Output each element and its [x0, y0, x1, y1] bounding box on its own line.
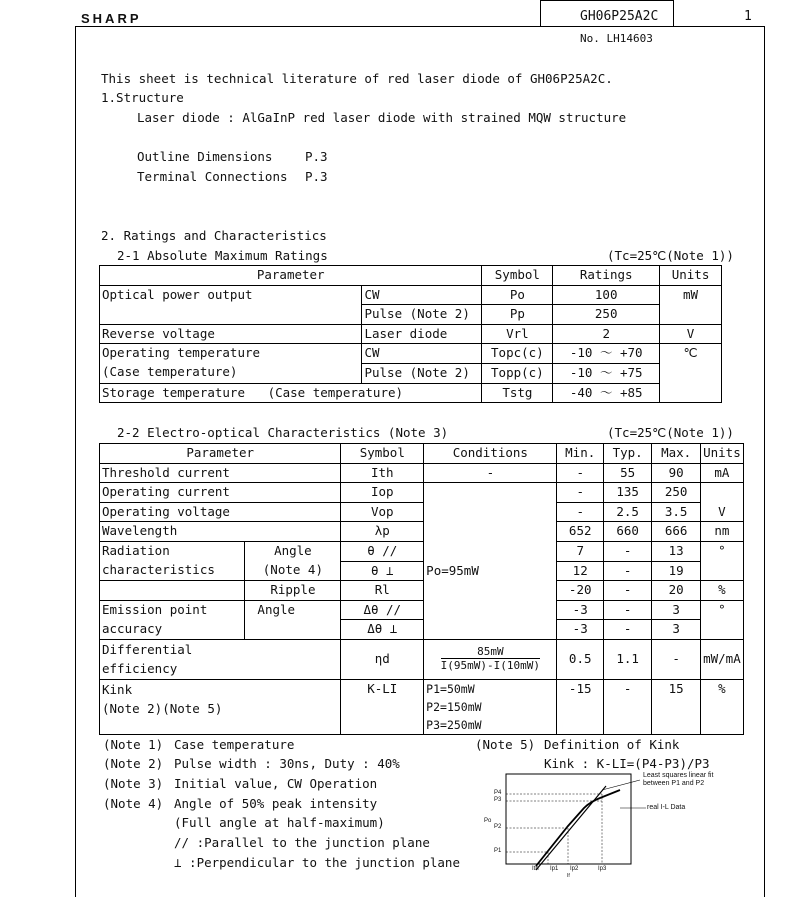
table-row — [100, 522, 744, 542]
min-cell: 12 — [557, 561, 603, 581]
param-cell: accuracy — [100, 620, 245, 640]
param-cell — [100, 679, 341, 734]
unit-cell: ° — [700, 541, 743, 580]
param-sub-cell: (Note 4) — [245, 561, 341, 581]
note-5-label: (Note 5) — [475, 737, 536, 752]
max-cell: 3 — [652, 600, 700, 620]
kink-diagram — [480, 768, 650, 880]
header-divider-2 — [673, 0, 674, 26]
max-cell: 3 — [652, 620, 700, 640]
param-cell: Storage temperature (Case temperature) — [100, 383, 482, 403]
table-row — [100, 463, 744, 483]
table-row — [100, 541, 744, 561]
min-cell: -20 — [557, 581, 603, 601]
kink-formula: Kink : K-LI=(P4-P3)/P3 — [544, 756, 710, 771]
typ-cell: 660 — [603, 522, 651, 542]
sub-cell: Pulse (Note 2) — [362, 363, 482, 383]
abs-max-table — [99, 265, 722, 403]
unit-cell: nm — [700, 522, 743, 542]
x-label-ip3: Ip3 — [598, 866, 607, 872]
table-row — [100, 502, 744, 522]
condition-cell — [424, 679, 557, 734]
y-label-p1: P1 — [494, 848, 502, 854]
note-2-text: Pulse width : 30ns, Duty : 40% — [174, 756, 400, 771]
x-label-ith: Ith — [532, 866, 539, 872]
table-row — [100, 363, 722, 383]
rating-cell: 2 — [553, 324, 660, 344]
table-row — [100, 383, 722, 403]
max-cell: 666 — [652, 522, 700, 542]
x-label-ip2: Ip2 — [570, 866, 579, 872]
unit-cell: mA — [700, 463, 743, 483]
max-cell: 90 — [652, 463, 700, 483]
kink-cond-1: P1=50mW — [426, 681, 475, 696]
symbol-cell: Rl — [341, 581, 424, 601]
param-line-1: Differential — [102, 641, 193, 657]
param-cell: Emission point — [100, 600, 245, 620]
terminal-label: Terminal Connections — [137, 169, 288, 184]
header-symbol: Symbol — [341, 444, 424, 464]
note-5-text: Definition of Kink — [544, 737, 680, 752]
structure-text: Laser diode : AlGaInP red laser diode with strained MQW structure — [137, 110, 627, 125]
param-cell — [100, 581, 245, 601]
typ-cell: - — [603, 561, 651, 581]
header-parameter: Parameter — [100, 444, 341, 464]
eo-table — [99, 443, 744, 735]
table-row — [100, 285, 722, 305]
max-cell: 3.5 — [652, 502, 700, 522]
min-cell: - — [557, 502, 603, 522]
company-logo: SHARP — [81, 11, 142, 26]
header-min: Min. — [557, 444, 603, 464]
typ-cell: 2.5 — [603, 502, 651, 522]
unit-cell: V — [660, 324, 722, 344]
max-cell: 15 — [652, 679, 700, 734]
y-label-p4: P4 — [494, 790, 502, 796]
rating-cell: -40 ～ +85 — [553, 383, 660, 403]
typ-cell: - — [603, 679, 651, 734]
table-row — [100, 600, 744, 620]
sub-cell: CW — [362, 344, 482, 364]
note-4-perpendicular: ⊥ :Perpendicular to the junction plane — [174, 855, 460, 870]
page-number: 1 — [744, 9, 752, 24]
min-cell: - — [557, 463, 603, 483]
header-units: Units — [700, 444, 743, 464]
table-row — [100, 561, 744, 581]
symbol-cell: Iop — [341, 483, 424, 503]
kink-cond-3: P3=250mW — [426, 717, 482, 732]
param-cell: characteristics — [100, 561, 245, 581]
x-label-ip1: Ip1 — [550, 866, 559, 872]
typ-cell: 1.1 — [603, 639, 651, 679]
symbol-cell: θ // — [341, 541, 424, 561]
param-cell: Optical power output — [100, 285, 362, 324]
min-cell: 0.5 — [557, 639, 603, 679]
min-cell: -3 — [557, 620, 603, 640]
symbol-cell: Δθ // — [341, 600, 424, 620]
symbol-cell: ηd — [341, 639, 424, 679]
condition-po-cell: Po=95mW — [424, 483, 557, 640]
sub-cell: CW — [362, 285, 482, 305]
symbol-cell: Po — [482, 285, 553, 305]
unit-cell: mW/mA — [700, 639, 743, 679]
table-header-row — [100, 444, 744, 464]
symbol-cell: Topc(c) — [482, 344, 553, 364]
diff-efficiency-fraction — [441, 645, 540, 672]
abs-max-title: 2-1 Absolute Maximum Ratings — [117, 248, 328, 263]
unit-cell: % — [700, 679, 743, 734]
typ-cell: 135 — [603, 483, 651, 503]
legend-fit-label-2: between P1 and P2 — [643, 780, 705, 787]
header-conditions: Conditions — [424, 444, 557, 464]
fraction-numerator: 85mW — [441, 645, 540, 659]
x-axis-label: If — [567, 873, 570, 879]
symbol-cell: Vop — [341, 502, 424, 522]
note-1-label: (Note 1) — [103, 737, 164, 752]
table-row — [100, 324, 722, 344]
unit-cell: mW — [660, 285, 722, 324]
fraction-denominator: I(95mW)-I(10mW) — [440, 658, 540, 672]
eo-title: 2-2 Electro-optical Characteristics (Note 3) — [117, 425, 449, 440]
header-units: Units — [660, 266, 722, 286]
note-1-text: Case temperature — [174, 737, 295, 752]
param-cell: Operating current — [100, 483, 341, 503]
rating-cell: -10 ～ +75 — [553, 363, 660, 383]
note-4-subtext: (Full angle at half-maximum) — [174, 815, 385, 830]
rating-cell: 100 — [553, 285, 660, 305]
note-3-text: Initial value, CW Operation — [174, 776, 378, 791]
param-line-1: Kink — [102, 681, 133, 697]
param-cell: Operating temperature — [100, 344, 362, 364]
unit-cell: V — [700, 483, 743, 522]
section-2-title: 2. Ratings and Characteristics — [101, 228, 327, 243]
note-4-label: (Note 4) — [103, 796, 164, 811]
table-header-row — [100, 266, 722, 286]
min-cell: -3 — [557, 600, 603, 620]
max-cell: 13 — [652, 541, 700, 561]
param-cell: Threshold current — [100, 463, 341, 483]
note-4-parallel: // :Parallel to the junction plane — [174, 835, 430, 850]
kink-cond-2: P2=150mW — [426, 699, 482, 714]
rating-cell: 250 — [553, 305, 660, 325]
param-cell: Operating voltage — [100, 502, 341, 522]
rating-cell: -10 ～ +70 — [553, 344, 660, 364]
legend-fit-pointer — [602, 780, 640, 790]
symbol-cell: θ ⊥ — [341, 561, 424, 581]
header-max: Max. — [652, 444, 700, 464]
symbol-cell: λp — [341, 522, 424, 542]
legend-fit-label: Least squares linear fit — [643, 772, 714, 779]
unit-cell: % — [700, 581, 743, 601]
table-row — [100, 679, 744, 734]
param-cell: (Case temperature) — [100, 363, 362, 383]
param-sub-cell: Ripple — [245, 581, 341, 601]
min-cell: -15 — [557, 679, 603, 734]
table-row — [100, 639, 744, 679]
symbol-cell: Tstg — [482, 383, 553, 403]
header-divider-1 — [540, 0, 541, 26]
header-symbol: Symbol — [482, 266, 553, 286]
symbol-cell: Ith — [341, 463, 424, 483]
condition-cell — [424, 639, 557, 679]
max-cell: 250 — [652, 483, 700, 503]
model-number: GH06P25A2C — [580, 9, 659, 24]
header-parameter: Parameter — [100, 266, 482, 286]
min-cell: 652 — [557, 522, 603, 542]
symbol-cell: K-LI — [341, 679, 424, 734]
max-cell: 19 — [652, 561, 700, 581]
y-label-p2: P2 — [494, 824, 502, 830]
outline-page: P.3 — [305, 149, 328, 164]
param-cell: Radiation — [100, 541, 245, 561]
terminal-page: P.3 — [305, 169, 328, 184]
legend-real-label: real I-L Data — [647, 804, 686, 811]
typ-cell: - — [603, 541, 651, 561]
param-sub-cell: Angle — [245, 600, 341, 639]
document-number: No. LH14603 — [580, 32, 653, 45]
max-cell: 20 — [652, 581, 700, 601]
param-line-2: (Note 2)(Note 5) — [102, 701, 223, 717]
intro-sentence: This sheet is technical literature of red laser diode of GH06P25A2C. — [101, 71, 613, 86]
header-typ: Typ. — [603, 444, 651, 464]
typ-cell: - — [603, 581, 651, 601]
condition-cell: - — [424, 463, 557, 483]
max-cell: - — [652, 639, 700, 679]
table-row — [100, 620, 744, 640]
param-line-2: efficiency — [102, 661, 178, 677]
symbol-cell: Topp(c) — [482, 363, 553, 383]
typ-cell: 55 — [603, 463, 651, 483]
note-4-text: Angle of 50% peak intensity — [174, 796, 378, 811]
section-1-title: 1.Structure — [101, 90, 184, 105]
param-sub-cell: Angle — [245, 541, 341, 561]
param-cell: Reverse voltage — [100, 324, 362, 344]
table-row — [100, 581, 744, 601]
symbol-cell: Pp — [482, 305, 553, 325]
header-top-rule — [540, 0, 674, 1]
param-cell — [100, 639, 341, 679]
sub-cell: Laser diode — [362, 324, 482, 344]
typ-cell: - — [603, 600, 651, 620]
y-label-po: Po — [484, 818, 492, 824]
param-cell: Wavelength — [100, 522, 341, 542]
symbol-cell: Δθ ⊥ — [341, 620, 424, 640]
unit-cell: ° — [700, 600, 743, 639]
note-3-label: (Note 3) — [103, 776, 164, 791]
y-label-p3: P3 — [494, 797, 502, 803]
sub-cell: Pulse (Note 2) — [362, 305, 482, 325]
eo-condition: (Tc=25℃(Note 1)) — [607, 425, 734, 440]
table-row — [100, 483, 744, 503]
typ-cell: - — [603, 620, 651, 640]
header-ratings: Ratings — [553, 266, 660, 286]
table-row — [100, 344, 722, 364]
outline-label: Outline Dimensions — [137, 149, 273, 164]
min-cell: 7 — [557, 541, 603, 561]
unit-cell: ℃ — [660, 344, 722, 403]
abs-max-condition: (Tc=25℃(Note 1)) — [607, 248, 734, 263]
symbol-cell: Vrl — [482, 324, 553, 344]
note-2-label: (Note 2) — [103, 756, 164, 771]
min-cell: - — [557, 483, 603, 503]
